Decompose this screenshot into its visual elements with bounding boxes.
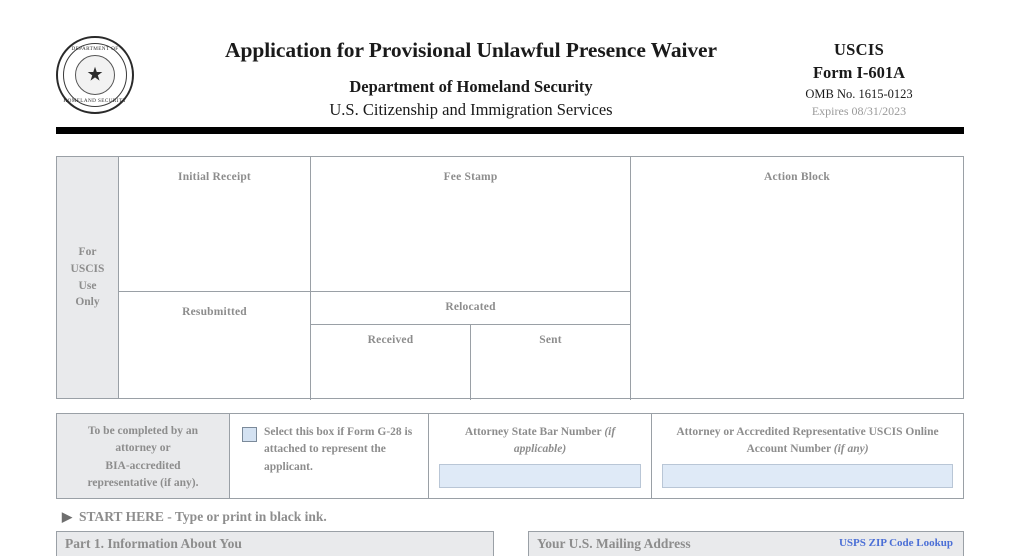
page-title: Application for Provisional Unlawful Presence Waiver [225,38,717,62]
part1-heading-text: Part 1. Information About You [65,536,242,551]
mailing-address-heading [528,531,964,556]
relocated-cell [311,292,631,325]
attorney-state-bar-cell [429,414,652,498]
attorney-state-bar-label-text: Attorney State Bar Number [464,426,602,438]
attorney-label-line-2: attorney or [115,442,171,455]
omb-number: OMB No. 1615-0123 [805,87,913,101]
received-label: Received [367,334,414,346]
attorney-block-label [57,414,230,498]
mailing-address-heading-text: Your U.S. Mailing Address [537,536,691,551]
g28-attached-checkbox[interactable] [242,427,257,442]
attorney-state-bar-input[interactable] [439,464,641,488]
seal-top-text: DEPARTMENT OF [71,46,119,52]
initial-receipt-label: Initial Receipt [178,171,251,183]
uscis-use-only-label-text [71,244,105,311]
resubmitted-label: Resubmitted [182,306,247,318]
attorney-block [56,413,964,499]
attorney-state-bar-sublabel: (if applicable) [513,426,616,455]
form-number: Form I-601A [812,63,906,82]
eagle-icon: ★ [86,64,104,86]
action-block-cell [631,157,963,400]
attorney-online-account-input[interactable] [662,464,953,488]
relocated-received-cell [311,325,471,400]
g28-attached-cell [230,414,429,498]
action-block-label: Action Block [764,171,830,183]
fee-stamp-label: Fee Stamp [443,171,498,183]
attorney-block-label-text [57,414,229,492]
sent-label: Sent [539,334,562,346]
dhs-seal-icon [56,36,134,114]
agency-name: U.S. Citizenship and Immigration Services [329,99,613,119]
uscis-use-only-label [57,157,119,398]
attorney-online-account-label-text: Attorney or Accredited Representative USCIS Online Account Number [676,426,939,455]
form-id-block [764,40,954,119]
attorney-label-line-3: BIA-accredited [105,459,181,472]
title-block [146,38,796,120]
attorney-state-bar-label [429,414,651,457]
attorney-label-line-4: representative (if any). [87,476,199,489]
uscis-label: USCIS [833,40,885,59]
start-here-text: START HERE - Type or print in black ink. [79,509,327,524]
attorney-online-account-sublabel: (if any) [833,442,869,455]
department-name: Department of Homeland Security [349,76,593,96]
expiration-date: Expires 08/31/2023 [811,104,907,118]
header-divider [56,127,964,134]
use-label-line-2: USCIS [70,262,105,275]
seal-bottom-text: HOMELAND SECURITY [63,98,127,104]
fee-stamp-cell [311,157,631,292]
attorney-online-account-cell [652,414,963,498]
g28-attached-label: Select this box if Form G-28 is attached to represent the applicant. [264,426,413,473]
usps-zip-lookup-link[interactable]: USPS ZIP Code Lookup [838,537,953,549]
relocated-label: Relocated [445,301,496,313]
part1-heading [56,531,494,556]
relocated-sent-cell [471,325,631,400]
start-here-arrow-icon: ▶ [62,509,72,524]
use-label-line-1: For [78,246,97,259]
uscis-use-only-block [56,156,964,399]
attorney-label-line-1: To be completed by an [87,425,199,437]
start-here-line [62,509,562,525]
use-label-line-3: Use [78,279,97,292]
use-label-line-4: Only [75,296,100,309]
attorney-online-account-label [652,414,963,457]
form-header [56,28,964,120]
initial-receipt-cell [119,157,311,292]
resubmitted-cell [119,292,311,400]
